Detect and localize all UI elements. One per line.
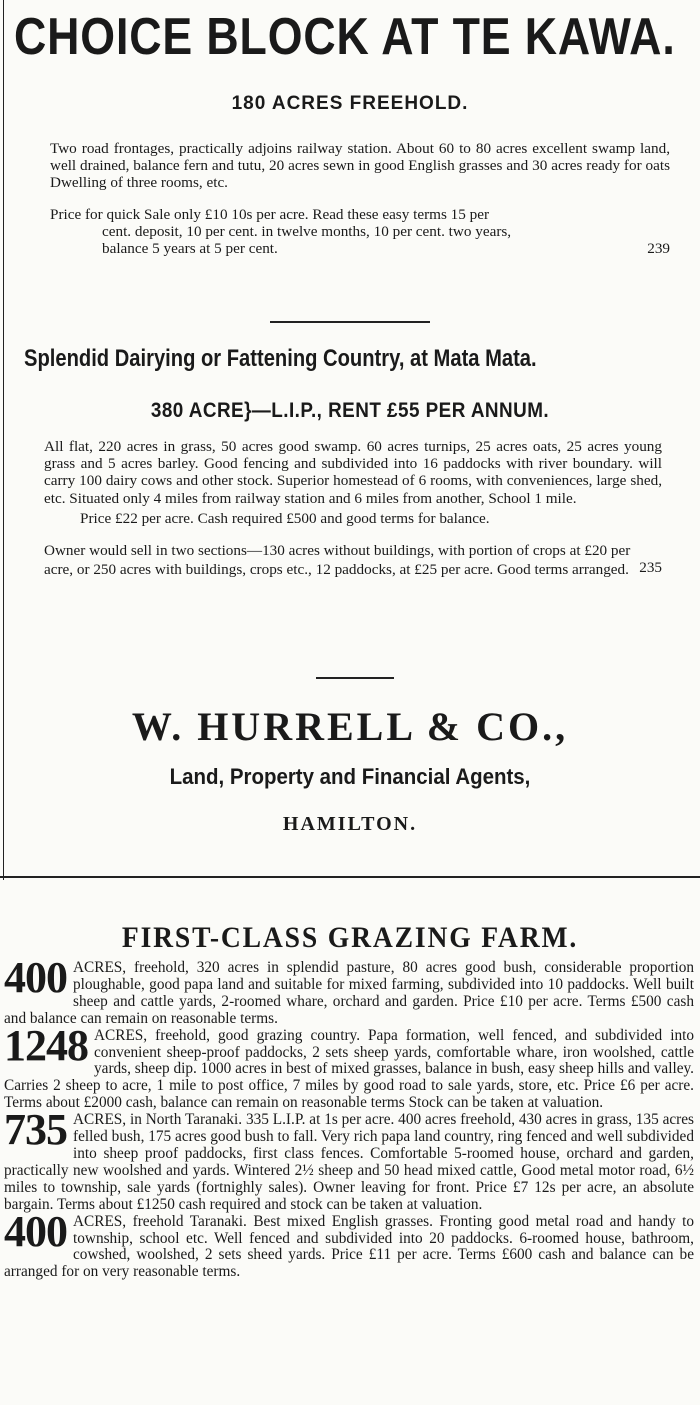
divider-short — [316, 677, 394, 679]
agent-town: HAMILTON. — [282, 813, 418, 835]
ref-number: 235 — [639, 559, 662, 577]
agent-block — [0, 703, 700, 837]
agent-name: W. HURRELL & CO., — [131, 704, 569, 749]
price-line: Price for quick Sale only £10 10s per acre. Read these easy terms 15 per — [50, 205, 490, 223]
divider-ornament — [270, 321, 430, 323]
description-paragraph: Two road frontages, practically adjoins railway station. About 60 to 80 acres excellent swamp land, well drained, balance fern and tutu, 20 acres sewn in good English grasses and 30 acres ready for oats Dwelling of three rooms, etc. — [50, 140, 670, 192]
listing-text: ACRES, freehold Taranaki. Best mixed English grasses. Fronting good metal road and handy to township, school etc. Well fenced and subdivided into 20 paddocks. 6-roomed house, bathroom, cowshed, woolshed, 2 sets sheed yards. Price £11 per acre. Terms £600 cash and balance can be arranged for on very reasonable terms. — [4, 1213, 694, 1281]
listing-acres: 400 — [4, 960, 67, 1002]
listing-acres: 400 — [4, 1213, 67, 1256]
headline-te-kawa: CHOICE BLOCK AT TE KAWA. — [14, 8, 676, 66]
ad-grazing-farm — [0, 918, 700, 1281]
subhead-lip: 380 ACRE}—L.I.P., RENT £55 PER ANNUM. — [150, 399, 550, 422]
listing-text: ACRES, in North Taranaki. 335 L.I.P. at 1s per acre. 400 acres freehold, 430 acres in grass, 135 acres felled bush, 175 acres good bush to fall. Very rich papa land country, ring fenced and well subdivided into sheep proof paddocks, first class fences. Comfortable 5-roomed house, orchard and garden, practically new woolshed and yards. Wintered 2½ sheep and 50 head mixed cattle, Good metal motor road, 6½ miles to township, sale yards (fortnighly sales). Owner leaving for front. Price £7 12s per acre, an absolute bargain. Terms about £1250 cash required and stock can be taken at valuation. — [4, 1112, 694, 1213]
listing-entry — [4, 1028, 694, 1113]
section-divider — [0, 876, 700, 878]
price-terms-last — [50, 240, 670, 257]
price-terms — [50, 206, 670, 258]
headline-grazing-farm: FIRST-CLASS GRAZING FARM. — [121, 921, 579, 954]
price-line: Price £22 per acre. Cash required £500 and good terms for balance. — [80, 509, 490, 527]
listing-entries — [4, 960, 694, 1281]
price-balance: balance 5 years at 5 per cent. — [102, 240, 278, 258]
listing-acres: 735 — [4, 1112, 67, 1155]
headline-mata-mata: Splendid Dairying or Fattening Country, at Mata Mata. — [24, 345, 537, 372]
listing-acres: 1248 — [4, 1027, 88, 1070]
listing-entry — [4, 960, 694, 1028]
ref-number: 239 — [647, 240, 670, 258]
listing-text: ACRES, freehold, good grazing country. Papa formation, well fenced, and subdivided into convenient sheep-proof paddocks, 2 sets sheep yards, comfortable whare, iron woolshed, cattle yards, sheep dip. 1000 acres in best of mixed grasses, balance in bush, easy sheep hills and valley. Carries 2 sheep to acre, 1 mile to post office, 7 miles by good road to sale yards, store, etc. Price £6 per acre. Terms about £2000 cash, balance can remain on reasonable terms Stock can be taken at valuation. — [4, 1027, 694, 1112]
listing-entry — [4, 1214, 694, 1282]
sections-offer — [44, 540, 662, 578]
price-terms-cont: cent. deposit, 10 per cent. in twelve months, 10 per cent. two years, — [102, 222, 512, 240]
subhead-acres: 180 ACRES FREEHOLD. — [231, 93, 469, 114]
description-paragraph: All flat, 220 acres in grass, 50 acres good swamp. 60 acres turnips, 25 acres oats, 25 acres young grass and 5 acres barley. Good fencing and subdivided into 16 paddocks with river boundary. will carry 100 dairy cows and other stock. Superior homestead of 6 rooms, with conveniences, large shed, etc. Situated only 4 miles from railway station and 6 miles from another, School 1 mile. — [44, 438, 662, 507]
agent-tagline: Land, Property and Financial Agents, — [169, 764, 531, 789]
ad-te-kawa — [0, 4, 700, 257]
sections-text: Owner would sell in two sections—130 acres without buildings, with portion of crops at £20 per acre, or 250 acres with buildings, crops etc., 12 paddocks, at £25 per acre. Good terms arranged. — [44, 542, 631, 579]
ad-mata-mata — [0, 338, 700, 578]
listing-text: ACRES, freehold, 320 acres in splendid pasture, 80 acres good bush, considerable proportion ploughable, good papa land and suitable for mixed farming, subdivided into 10 paddocks. Well built sheep and cattle yards, 2-roomed whare, orchard and garden. Price £10 per acre. Terms £500 cash and balance can remain on reasonable terms. — [4, 960, 694, 1027]
listing-entry — [4, 1112, 694, 1213]
